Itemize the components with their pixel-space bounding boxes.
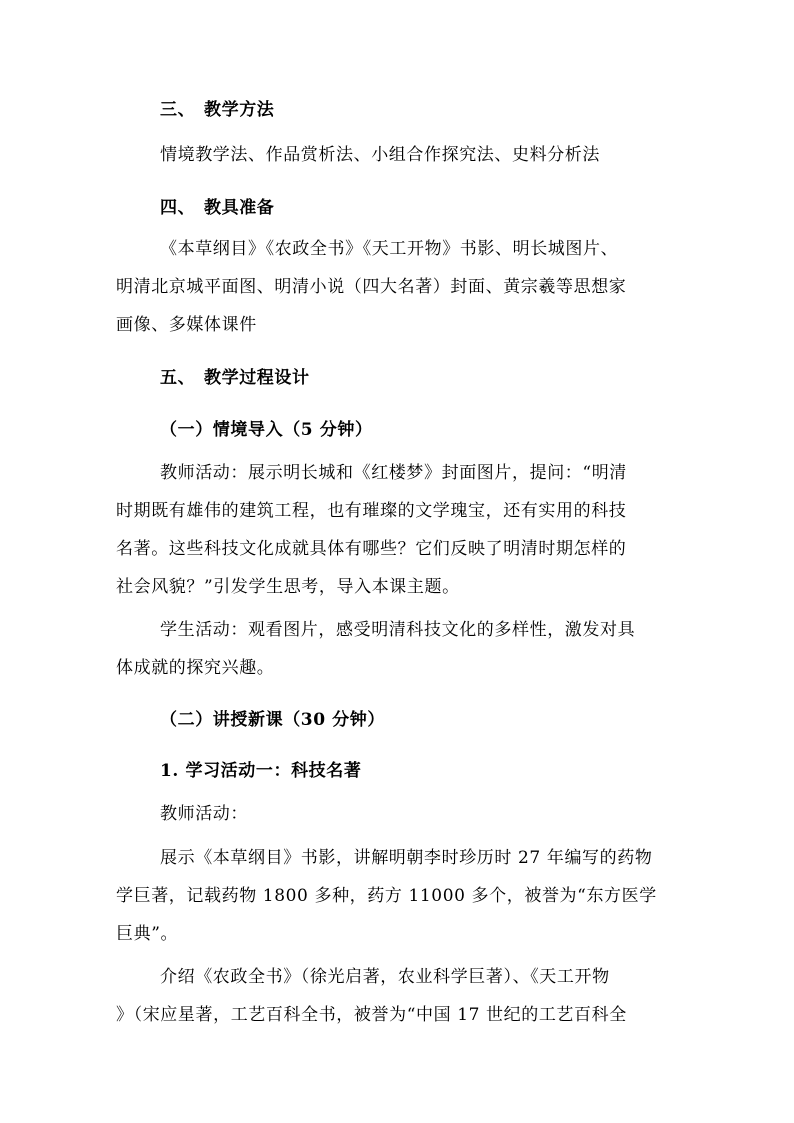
section-5-number: 五、 bbox=[160, 368, 196, 388]
section-3-heading bbox=[0, 98, 794, 122]
section-4-line: 《本草纲目》《农政全书》《天工开物》书影、明长城图片、 bbox=[160, 239, 619, 259]
section-5-heading bbox=[0, 366, 794, 390]
paragraph-2-line: 介绍《农政全书》（徐光启著，农业科学巨著）、《天工开物 bbox=[160, 967, 610, 987]
section-4-line: 明清北京城平面图、明清小说（四大名著）封面、黄宗羲等思想家 bbox=[116, 277, 627, 297]
part-2-heading: （二）讲授新课（30 分钟） bbox=[160, 710, 385, 730]
part-1-student-line: 学生活动：观看图片，感受明清科技文化的多样性，激发对具 bbox=[160, 620, 636, 640]
section-4-title: 教具准备 bbox=[204, 198, 275, 218]
section-3-body: 情境教学法、作品赏析法、小组合作探究法、史料分析法 bbox=[160, 145, 600, 165]
section-5-title: 教学过程设计 bbox=[204, 368, 310, 388]
part-1-student-line: 体成就的探究兴趣。 bbox=[116, 658, 275, 678]
part-1-heading: （一）情境导入（5 分钟） bbox=[160, 420, 373, 440]
part-1-teacher-line: 时期既有雄伟的建筑工程，也有璀璨的文学瑰宝，还有实用的科技 bbox=[116, 501, 627, 521]
section-3-title: 教学方法 bbox=[204, 100, 275, 120]
section-3-number: 三、 bbox=[160, 100, 196, 120]
paragraph-2-line: 》（宋应星著，工艺百科全书，被誉为“中国 17 世纪的工艺百科全 bbox=[116, 1005, 627, 1025]
section-4-heading bbox=[0, 196, 794, 220]
section-4-number: 四、 bbox=[160, 198, 196, 218]
part-1-teacher-line: 社会风貌？”引发学生思考，导入本课主题。 bbox=[116, 577, 460, 597]
paragraph-1-line: 学巨著，记载药物 1800 多种，药方 11000 多个，被誉为“东方医学 bbox=[116, 886, 657, 906]
section-4-line: 画像、多媒体课件 bbox=[116, 315, 257, 335]
part-1-teacher-line: 名著。这些科技文化成就具体有哪些？它们反映了明清时期怎样的 bbox=[116, 539, 627, 559]
part-1-teacher-line: 教师活动：展示明长城和《红楼梦》封面图片，提问：“明清 bbox=[160, 463, 627, 483]
teacher-activity-label: 教师活动： bbox=[160, 804, 248, 824]
paragraph-1-line: 巨典”。 bbox=[116, 924, 179, 944]
activity-1-title: 1. 学习活动一：科技名著 bbox=[160, 761, 362, 781]
paragraph-1-line: 展示《本草纲目》书影，讲解明朝李时珍历时 27 年编写的药物 bbox=[160, 848, 653, 868]
